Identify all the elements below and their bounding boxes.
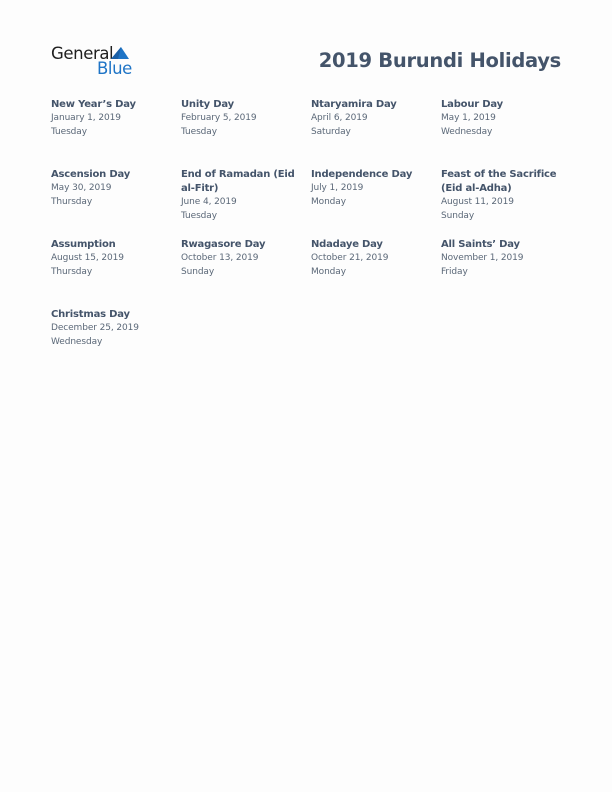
holiday-date: April 6, 2019 — [311, 113, 368, 123]
logo-text-general: General — [51, 44, 114, 63]
logo-triangle-icon — [110, 46, 130, 60]
holiday-date: October 21, 2019 — [311, 253, 389, 263]
holiday-name: Christmas Day — [51, 309, 130, 320]
holiday-day: Sunday — [181, 266, 215, 277]
holiday-date: November 1, 2019 — [441, 253, 524, 263]
holiday-day: Sunday — [441, 210, 475, 221]
holiday-entry — [181, 238, 311, 308]
holiday-entry — [51, 98, 181, 168]
holiday-name: Unity Day — [181, 99, 234, 110]
logo-text-blue: Blue — [97, 59, 132, 78]
holiday-date: July 1, 2019 — [311, 183, 364, 193]
holiday-name: Labour Day — [441, 99, 503, 110]
holiday-name: Assumption — [51, 239, 116, 250]
holiday-name: Ndadaye Day — [311, 239, 383, 250]
holiday-day: Thursday — [51, 196, 93, 207]
holiday-entry — [51, 308, 181, 378]
holiday-date: June 4, 2019 — [181, 197, 237, 207]
holiday-day: Tuesday — [181, 126, 217, 137]
holiday-date: January 1, 2019 — [51, 113, 121, 123]
holiday-name: New Year’s Day — [51, 99, 136, 110]
holiday-entry — [51, 238, 181, 308]
holiday-entry — [311, 168, 441, 238]
holiday-day: Wednesday — [441, 126, 493, 137]
holiday-entry — [181, 168, 311, 238]
holiday-date: August 11, 2019 — [441, 197, 514, 207]
holiday-name: All Saints’ Day — [441, 239, 520, 250]
holiday-name: Ntaryamira Day — [311, 99, 397, 110]
holiday-date: August 15, 2019 — [51, 253, 124, 263]
holiday-entry — [51, 168, 181, 238]
holiday-date: December 25, 2019 — [51, 323, 139, 333]
holiday-entry — [311, 238, 441, 308]
holiday-date: February 5, 2019 — [181, 113, 257, 123]
generalblue-logo — [51, 44, 135, 78]
holiday-entry — [311, 98, 441, 168]
holiday-grid — [51, 98, 571, 378]
holiday-day: Thursday — [51, 266, 93, 277]
holiday-name: Rwagasore Day — [181, 239, 266, 250]
holiday-day: Monday — [311, 196, 346, 207]
holiday-day: Saturday — [311, 126, 351, 137]
holiday-entry — [441, 98, 571, 168]
holiday-date: May 1, 2019 — [441, 113, 496, 123]
holiday-name: Ascension Day — [51, 169, 131, 180]
holiday-date: October 13, 2019 — [181, 253, 259, 263]
holiday-name: End of Ramadan (Eid al-Fitr) — [181, 169, 295, 194]
holiday-name: Independence Day — [311, 169, 413, 180]
holiday-entry — [441, 168, 571, 238]
holiday-day: Monday — [311, 266, 346, 277]
holiday-name: Feast of the Sacrifice (Eid al-Adha) — [441, 169, 557, 194]
holiday-entry — [181, 98, 311, 168]
holiday-day: Wednesday — [51, 336, 103, 347]
page-title: 2019 Burundi Holidays — [318, 49, 561, 72]
holiday-date: May 30, 2019 — [51, 183, 112, 193]
holiday-day: Tuesday — [51, 126, 87, 137]
holiday-entry — [441, 238, 571, 308]
holiday-day: Tuesday — [181, 210, 217, 221]
holiday-day: Friday — [441, 266, 468, 277]
